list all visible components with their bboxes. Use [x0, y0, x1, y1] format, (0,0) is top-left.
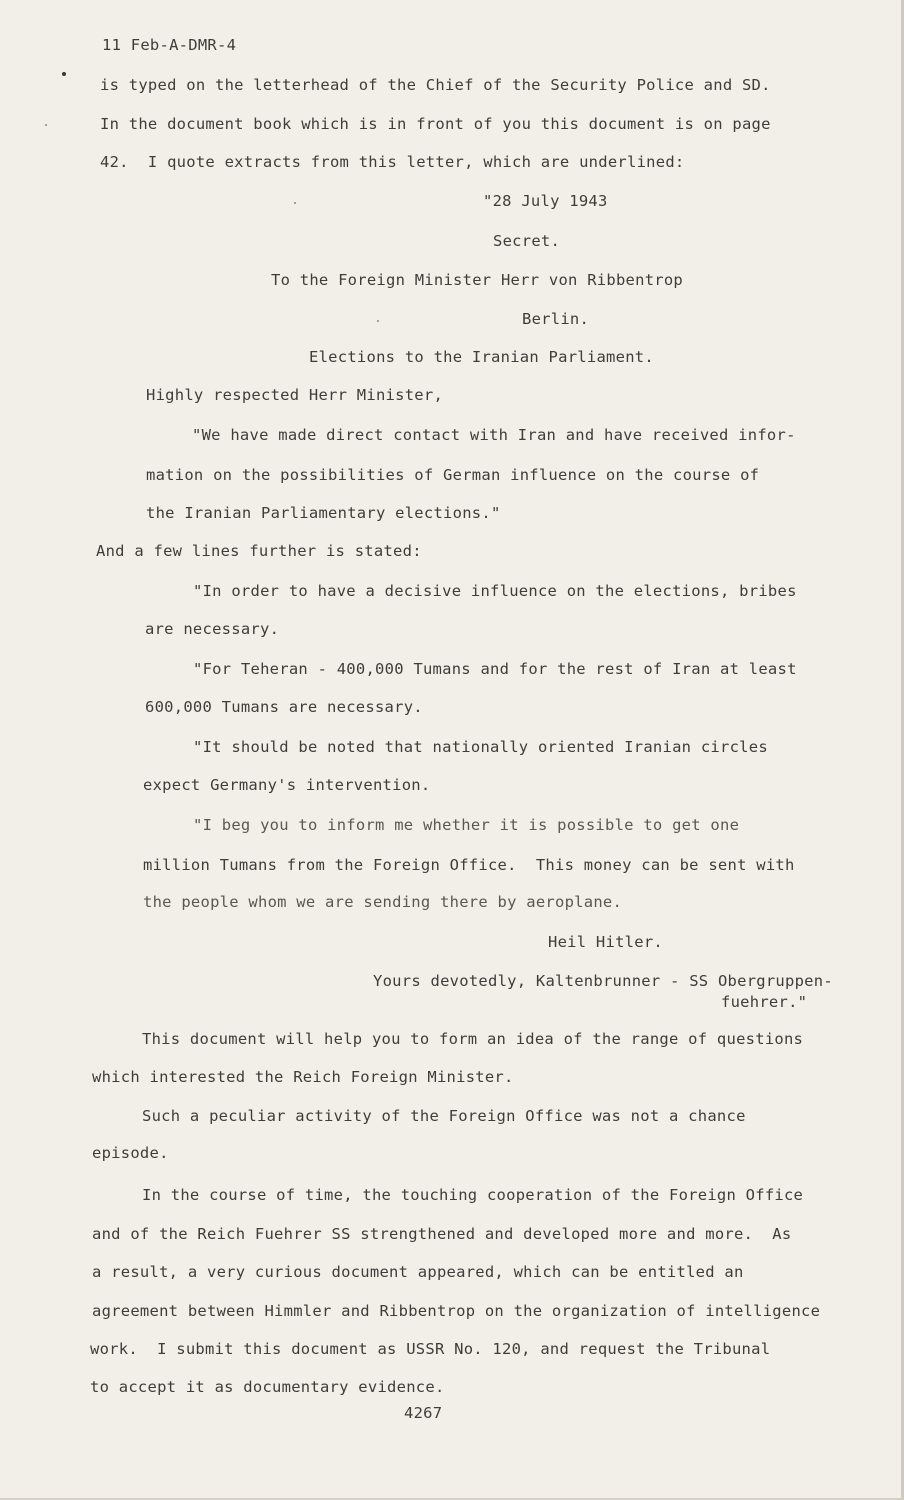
letter-addressee: To the Foreign Minister Herr von Ribbentrop: [271, 271, 684, 289]
text-line: episode.: [92, 1144, 169, 1162]
text-line: a result, a very curious document appeared, which can be entitled an: [92, 1263, 744, 1281]
text-line: And a few lines further is stated:: [96, 542, 422, 560]
letter-subject: Elections to the Iranian Parliament.: [309, 348, 654, 366]
text-line: mation on the possibilities of German influence on the course of: [146, 466, 760, 484]
letter-salutation: Highly respected Herr Minister,: [146, 386, 444, 404]
text-line: Such a peculiar activity of the Foreign Office was not a chance: [142, 1107, 746, 1125]
text-line: "It should be noted that nationally oriented Iranian circles: [193, 738, 768, 756]
text-line: expect Germany's intervention.: [143, 776, 431, 794]
text-line: the people whom we are sending there by aeroplane.: [143, 893, 623, 911]
margin-mark: [62, 72, 66, 76]
text-line: are necessary.: [145, 620, 280, 638]
margin-mark-small: [45, 124, 47, 126]
letter-closing: Heil Hitler.: [548, 933, 663, 951]
text-line: million Tumans from the Foreign Office. This money can be sent with: [143, 856, 795, 874]
page-header: 11 Feb-A-DMR-4: [102, 36, 237, 54]
text-line: work. I submit this document as USSR No. 120, and request the Tribunal: [90, 1340, 771, 1358]
text-line: agreement between Himmler and Ribbentrop on the organization of intelligence: [92, 1302, 821, 1320]
paper-speck: [294, 202, 296, 204]
text-line: which interested the Reich Foreign Minister.: [92, 1068, 514, 1086]
paper-speck: [377, 320, 379, 322]
text-line: 600,000 Tumans are necessary.: [145, 698, 423, 716]
page-number: 4267: [404, 1404, 443, 1422]
letter-signature-continued: fuehrer.": [721, 993, 808, 1011]
letter-date: "28 July 1943: [483, 192, 608, 210]
letter-classification: Secret.: [493, 232, 561, 250]
text-line: "In order to have a decisive influence on the elections, bribes: [193, 582, 797, 600]
text-line: "We have made direct contact with Iran and have received infor-: [192, 426, 796, 444]
text-line: This document will help you to form an idea of the range of questions: [142, 1030, 804, 1048]
text-line: "For Teheran - 400,000 Tumans and for the rest of Iran at least: [193, 660, 797, 678]
text-line: the Iranian Parliamentary elections.": [146, 504, 501, 522]
text-line: and of the Reich Fuehrer SS strengthened and developed more and more. As: [92, 1225, 792, 1243]
text-line: is typed on the letterhead of the Chief of the Security Police and SD.: [100, 76, 771, 94]
text-line: 42. I quote extracts from this letter, which are underlined:: [100, 153, 685, 171]
letter-city: Berlin.: [522, 310, 590, 328]
text-line: In the document book which is in front of you this document is on page: [100, 115, 771, 133]
text-line: In the course of time, the touching cooperation of the Foreign Office: [142, 1186, 804, 1204]
text-line: "I beg you to inform me whether it is possible to get one: [193, 816, 740, 834]
text-line: to accept it as documentary evidence.: [90, 1378, 445, 1396]
letter-signature: Yours devotedly, Kaltenbrunner - SS Obergruppen-: [373, 972, 833, 990]
